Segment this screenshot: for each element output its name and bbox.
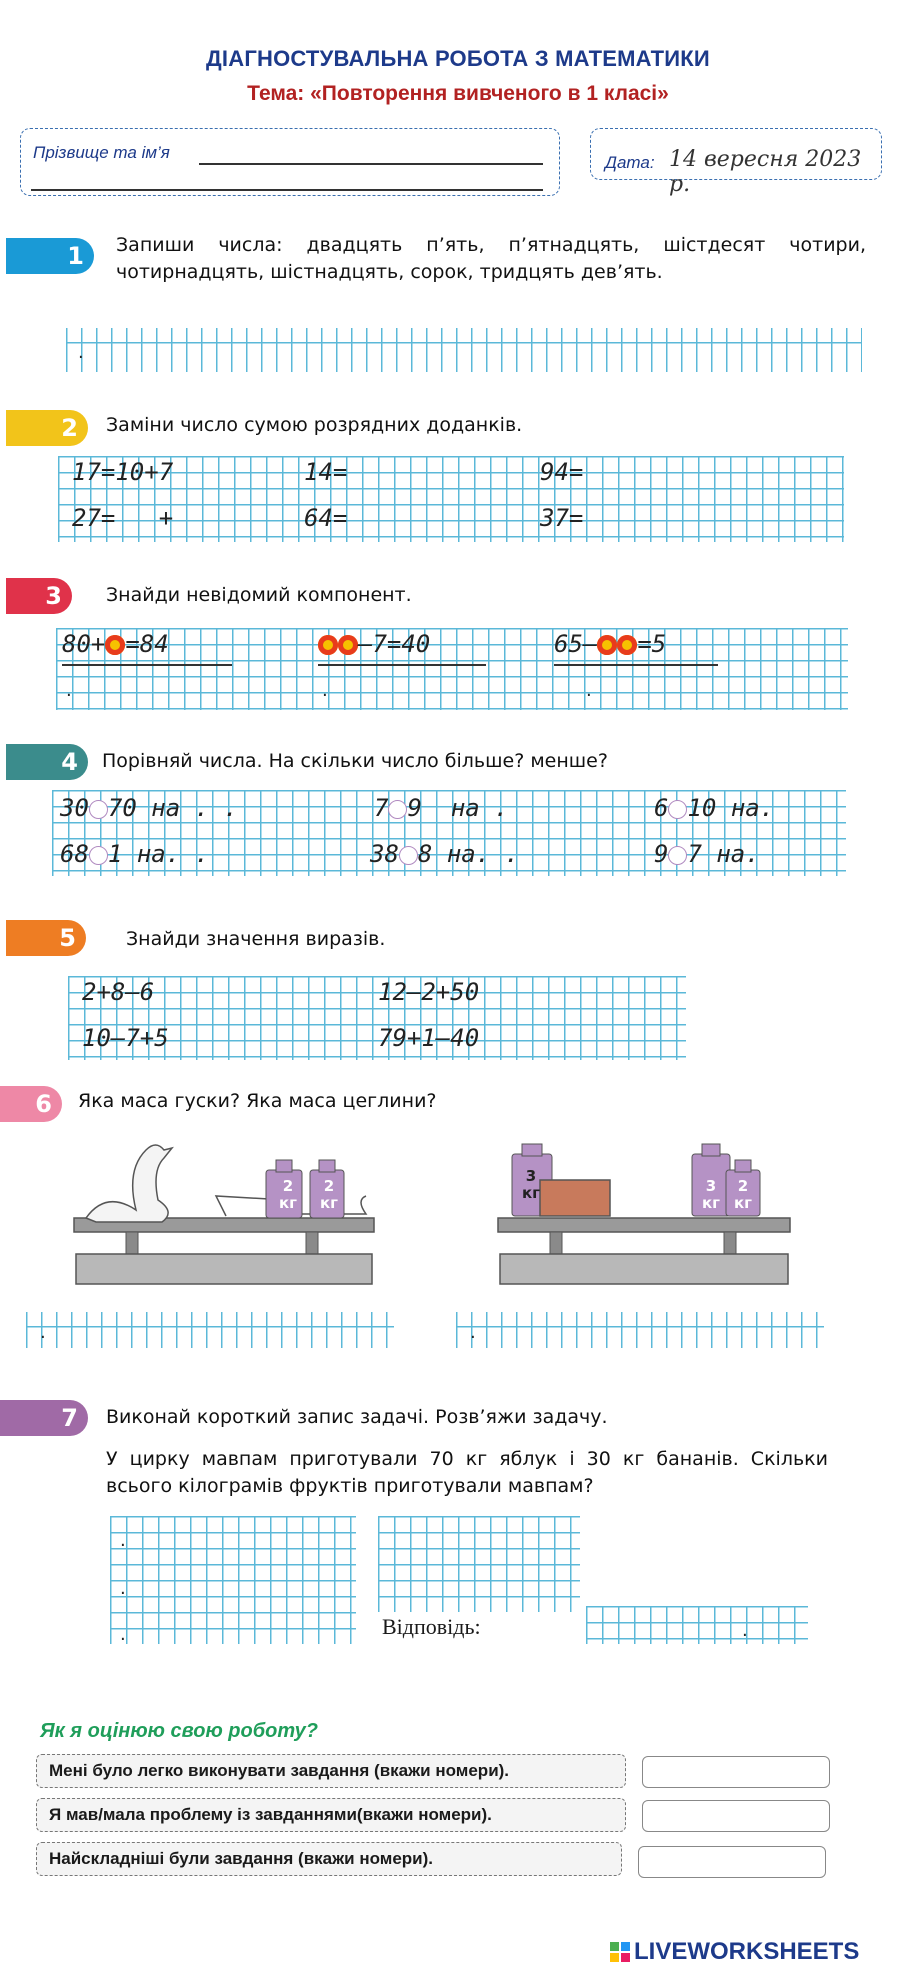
task-6-badge: 6 [0,1086,62,1122]
brick-icon [540,1180,610,1216]
answer-marker: . [742,1620,748,1641]
compare-circle[interactable] [89,846,108,865]
task-6-answer-strip-1[interactable] [26,1312,394,1348]
task-2-badge: 2 [6,410,88,446]
date-label: Дата: [605,153,655,172]
answer-marker: . [40,1322,46,1343]
lws-logo-icon [610,1942,630,1962]
expression-3[interactable]: 10–7+5 [82,1024,169,1052]
task-5-text: Знайди значення виразів. [126,928,386,950]
compare-row-1b: 7 9 на . [374,794,509,822]
flower-icon [617,635,637,655]
liveworksheets-logo [610,1938,859,1966]
flower-icon [597,635,617,655]
self-eval-input-2[interactable] [642,1800,830,1832]
expression-2[interactable]: 12–2+50 [378,978,480,1006]
compare-circle[interactable] [399,846,418,865]
task-1-text: Запиши числа: двадцять п’ять, п’ятнадцять, шістдесят чотири, чотирнадцять, шістнадцять, сорок, тридцять дев’ять. [116,234,866,283]
weight-label-1: 2 кг [278,1177,298,1212]
answer-field-3[interactable]: . [586,680,592,701]
compare-circle[interactable] [668,846,687,865]
goose-icon [86,1145,172,1222]
task-3-badge: 3 [6,578,72,614]
weight-label-2: 2 кг [319,1177,339,1212]
self-eval-title: Як я оцінюю свою роботу? [40,1720,318,1742]
expr-17: 17=10+7 [72,458,174,486]
task-4-badge: 4 [6,744,88,780]
self-eval-input-3[interactable] [638,1846,826,1878]
task-7-text: Виконай короткий запис задачі. Розв’яжи задачу. [106,1406,608,1428]
task-7-problem: У цирку мавпам приготували 70 кг яблук і 30 кг бананів. Скільки всього кілограмів фруктів приготували мавпам? [106,1448,828,1497]
compare-row-2c: 9 7 на. [654,840,760,868]
flower-icon [318,635,338,655]
short-record-grid[interactable] [110,1516,356,1644]
expression-4[interactable]: 79+1–40 [378,1024,480,1052]
answer-marker: . [120,1578,126,1599]
compare-row-2b: 38 8 на. . [370,840,520,868]
answer-marker: . [470,1322,476,1343]
answer-field-2[interactable]: . [322,680,328,701]
brand-name: LIVEWORKSHEETS [634,1938,860,1965]
task-4-text: Порівняй числа. На скільки число більше? менше? [102,750,608,772]
weight-label-3: 3 кг [521,1167,541,1202]
self-eval-row-2: Я мав/мала проблему із завданнями(вкажи номери). [36,1798,626,1832]
compare-circle[interactable] [668,800,687,819]
task-6-text: Яка маса гуски? Яка маса цеглини? [78,1090,437,1112]
task-3-text: Знайди невідомий компонент. [106,584,412,606]
equation-1: 80+ =84 [62,630,169,658]
self-eval-input-1[interactable] [642,1756,830,1788]
weight-label-5: 2 кг [733,1177,753,1212]
task-2-grid [58,456,844,542]
expr-94[interactable]: 94= [540,458,584,486]
equation-2-underline [318,664,486,666]
flower-icon [105,635,125,655]
equation-3: 65– =5 [554,630,667,658]
page-subtitle: Тема: «Повторення вивченого в 1 класі» [247,82,669,105]
task-7-badge: 7 [0,1400,88,1436]
expr-37[interactable]: 37= [540,504,584,532]
self-eval-row-1: Мені було легко виконувати завдання (вкажи номери). [36,1754,626,1788]
compare-row-1a: 30 70 на . . [60,794,238,822]
task-6-answer-strip-2[interactable] [456,1312,824,1348]
task-4-grid [52,790,846,876]
answer-grid[interactable] [586,1606,808,1644]
page-title: ДІАГНОСТУВАЛЬНА РОБОТА З МАТЕМАТИКИ [206,46,710,71]
compare-row-1c: 6 10 на. [654,794,775,822]
solution-grid[interactable] [378,1516,580,1612]
self-eval-row-3: Найскладніші були завдання (вкажи номери). [36,1842,622,1876]
expr-64[interactable]: 64= [304,504,348,532]
task-1-badge: 1 [6,238,94,274]
expression-1[interactable]: 2+8–6 [82,978,155,1006]
name-field-line-2[interactable] [31,189,543,191]
equation-3-underline [554,664,718,666]
answer-marker: . [78,342,84,363]
task-1-answer-strip[interactable] [66,328,862,372]
compare-circle[interactable] [388,800,407,819]
weight-label-4: 3 кг [701,1177,721,1212]
answer-label: Відповідь: [378,1614,485,1640]
equation-2: –7=40 [318,630,430,658]
name-field-line-1[interactable] [199,163,543,165]
name-box [20,128,560,196]
task-5-badge: 5 [6,920,86,956]
answer-marker: . [120,1530,126,1551]
compare-row-2a: 68 1 на. . [60,840,210,868]
answer-field-1[interactable]: . [66,680,72,701]
compare-circle[interactable] [89,800,108,819]
flower-icon [338,635,358,655]
date-box [590,128,882,197]
expr-27[interactable]: 27= + [72,504,174,532]
equation-1-underline [62,664,232,666]
answer-marker: . [120,1624,126,1645]
name-label: Прізвище та ім’я [33,143,170,162]
expr-14[interactable]: 14= [304,458,348,486]
task-3-grid [56,628,848,710]
date-value: 14 вересня 2023 р. [669,147,862,197]
task-2-text: Заміни число сумою розрядних доданків. [106,414,523,436]
task-5-grid [68,976,686,1060]
